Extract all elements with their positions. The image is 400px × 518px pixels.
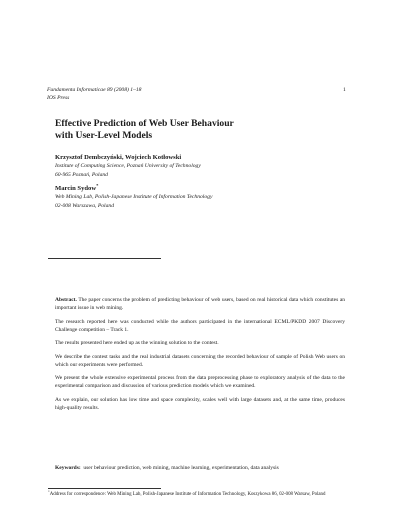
affiliation: Web Mining Lab, Polish-Japanese Institute of Information Technology bbox=[55, 194, 213, 200]
keywords bbox=[55, 464, 345, 472]
footnote-rule bbox=[48, 488, 161, 489]
footnote-mark: * bbox=[48, 489, 50, 494]
journal-citation: Fundamenta Informaticae 89 (2008) 1–18 bbox=[47, 87, 142, 93]
publisher: IOS Press bbox=[47, 95, 70, 101]
abstract-paragraph: We describe the contest tasks and the real industrial datasets concerning the recorded behaviour of sample of Polish Web users on which our experiments were performed. bbox=[55, 353, 345, 368]
footnote bbox=[48, 491, 348, 498]
abstract-text: The paper concerns the problem of predicting behaviour of web users, based on real historical data which constitutes an important issue in web mining. bbox=[55, 297, 346, 312]
affiliation-address: 60-965 Poznań, Poland bbox=[55, 172, 108, 178]
abstract-paragraph: The results presented here ended up as the winning solution to the contest. bbox=[55, 340, 219, 347]
author-group-2 bbox=[55, 184, 355, 211]
abstract-paragraph: As we explain, our solution has low time and space complexity, scales well with large datasets and, at the same time, produces high-quality results. bbox=[55, 396, 345, 411]
keywords-label: Keywords: bbox=[55, 465, 81, 471]
abstract-paragraph bbox=[55, 296, 345, 312]
affiliation-address: 02-008 Warszawa, Poland bbox=[55, 203, 114, 209]
separator-rule bbox=[48, 258, 161, 259]
author-name: Marcin Sydow bbox=[55, 185, 97, 192]
title-line-1: Effective Prediction of Web User Behaviour bbox=[55, 118, 234, 129]
keywords-text: user behaviour prediction, web mining, machine learning, experimentation, data analysis bbox=[83, 465, 279, 471]
abstract-paragraph: The research reported here was conducted while the authors participated in the international ECML/PKDD 2007 Discovery Challenge competition – Track 1. bbox=[55, 318, 345, 333]
affiliation: Institute of Computing Science, Poznań University of Technology bbox=[55, 163, 201, 169]
abstract bbox=[55, 296, 345, 417]
footnote-mark: * bbox=[96, 182, 99, 188]
author-names bbox=[55, 184, 355, 193]
title-line-2: with User-Level Models bbox=[55, 130, 153, 141]
footnote-text: Address for correspondence: Web Mining Lab, Polish-Japanese Institute of Information Technology, Koszykowa 86, 02-008 Warsaw, Poland bbox=[49, 492, 326, 497]
abstract-paragraph: We present the whole extensive experimental process from the data preprocessing phase to exploratory analysis of the data to the experimental comparison and discussion of various prediction models which we examined. bbox=[55, 375, 345, 390]
paper-title bbox=[55, 118, 355, 142]
abstract-label: Abstract. bbox=[55, 297, 77, 303]
page-number: 1 bbox=[343, 87, 346, 93]
author-names: Krzysztof Dembczyński, Wojciech Kotłowski bbox=[55, 154, 182, 161]
journal-header bbox=[47, 86, 347, 102]
author-group-1 bbox=[55, 153, 355, 180]
